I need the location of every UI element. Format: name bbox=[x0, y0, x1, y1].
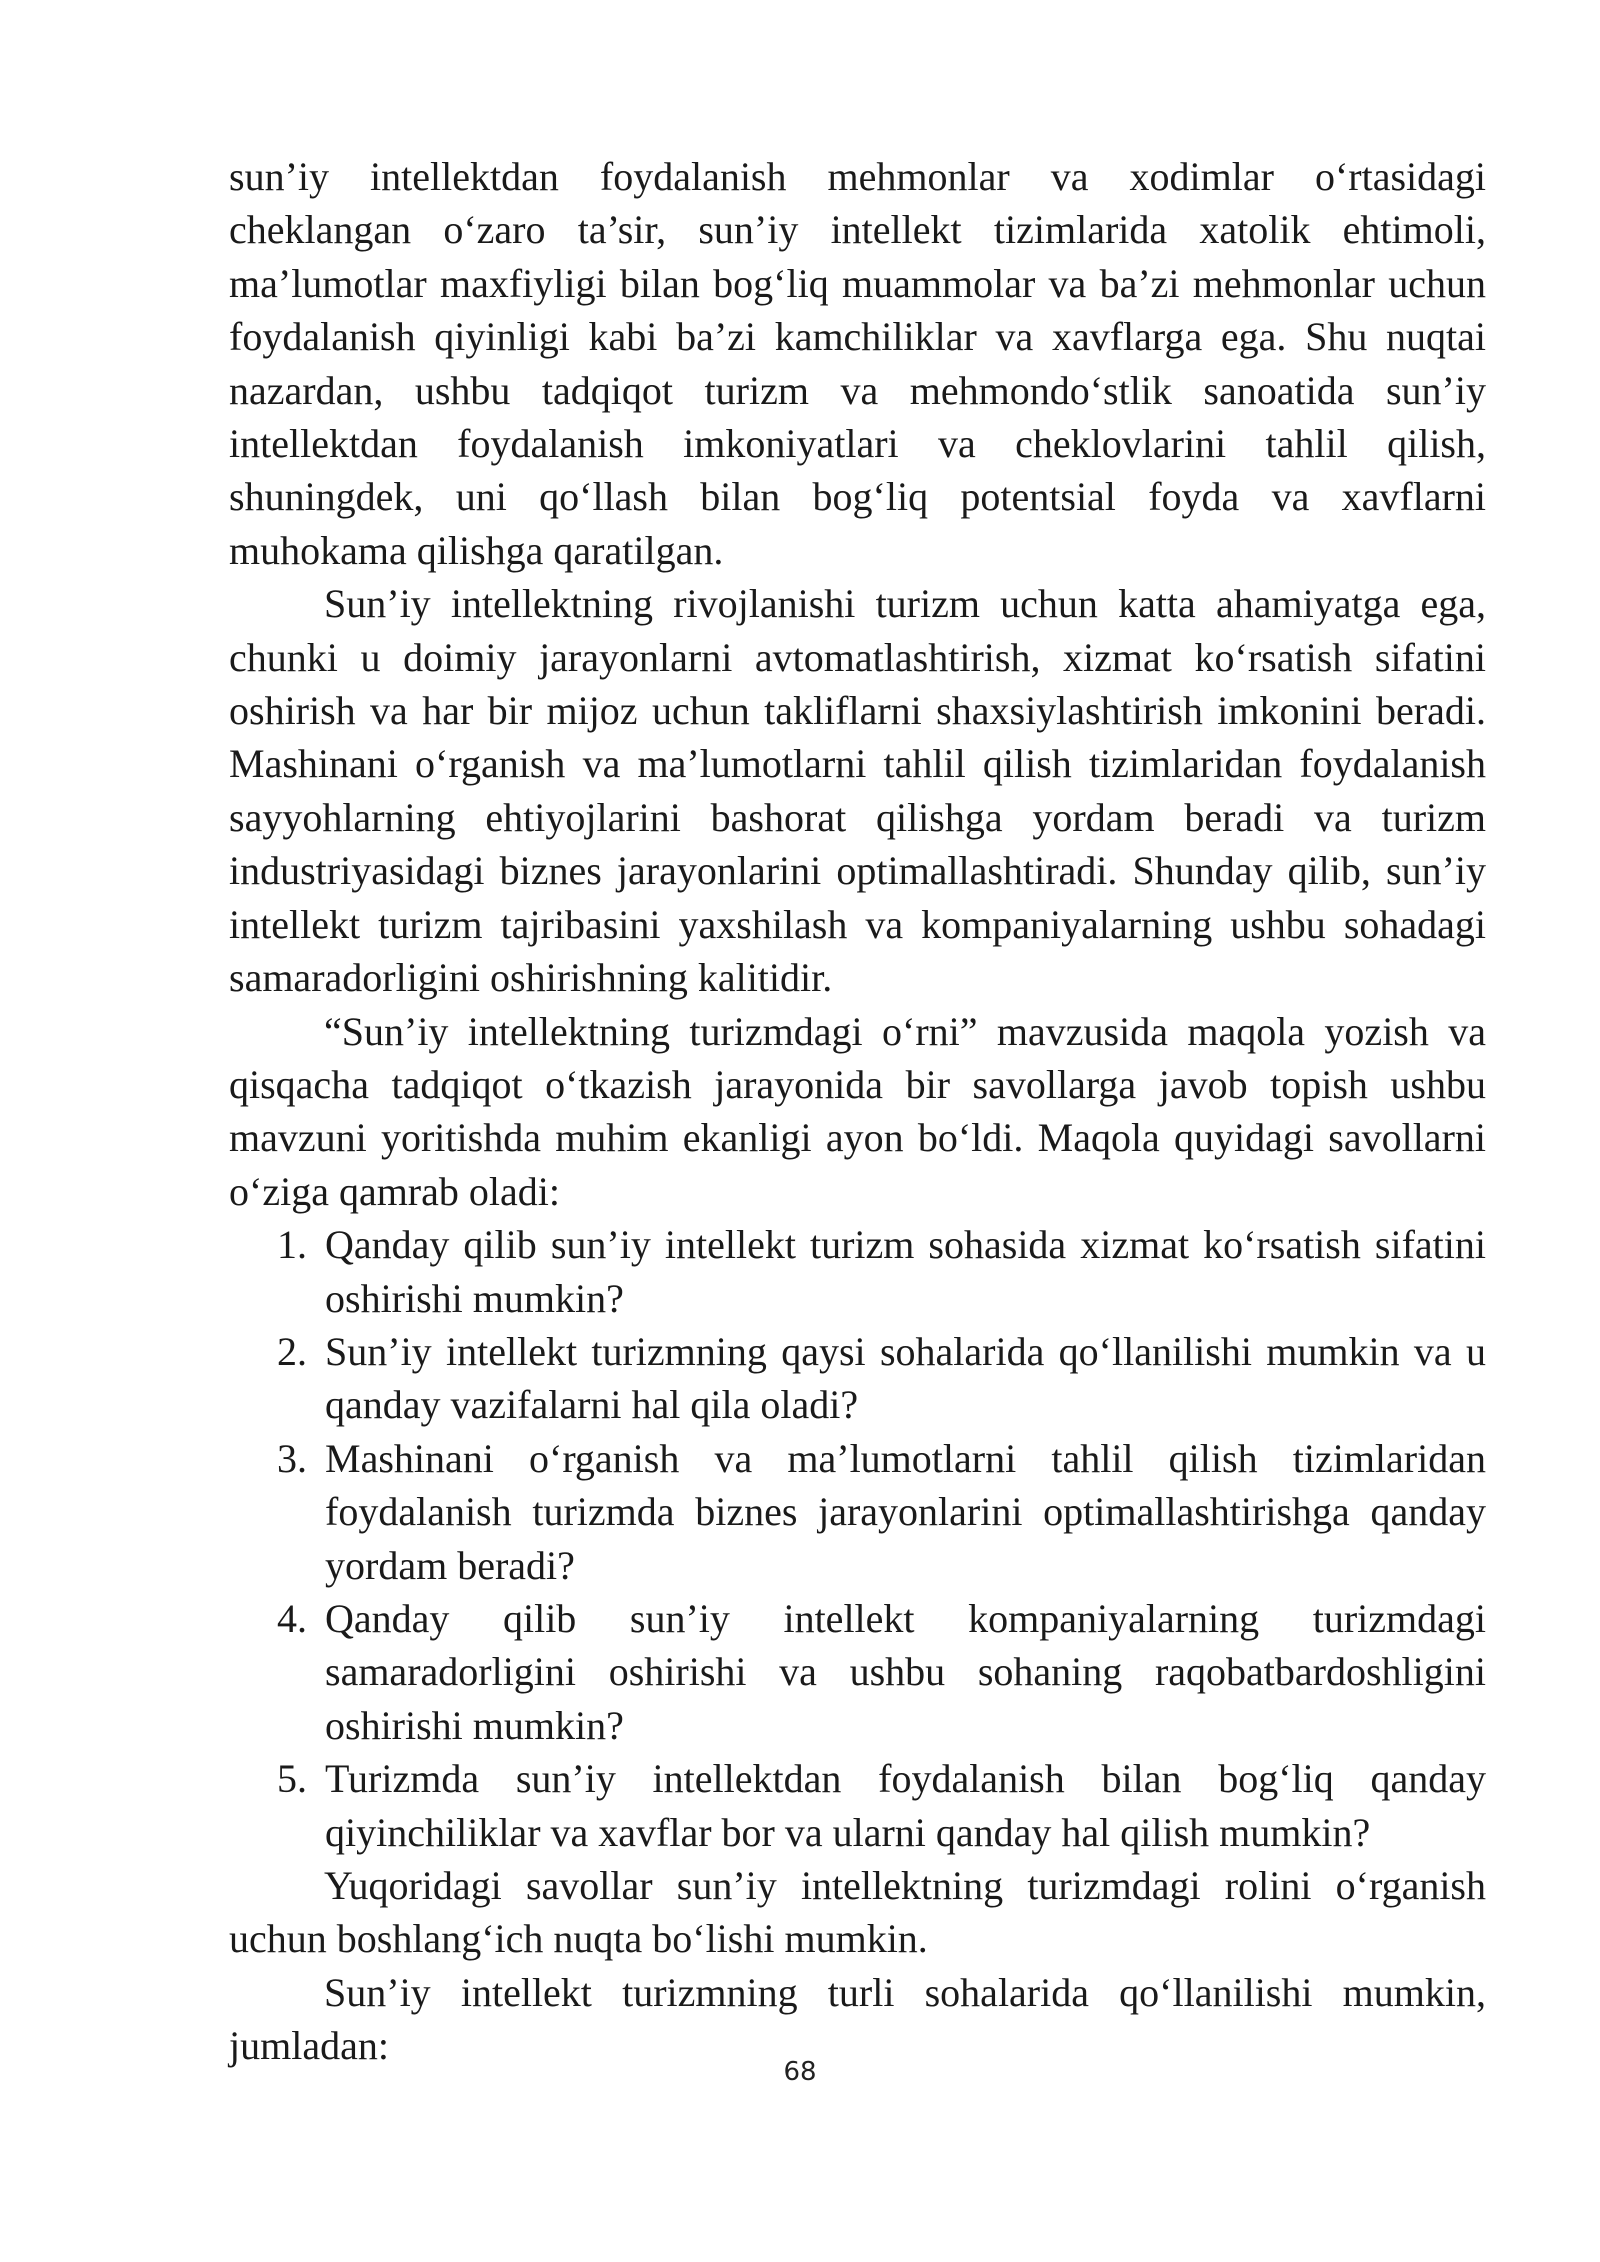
list-item-text: Mashinani o‘rganish va ma’lumotlarni tahlil qilish tizimlaridan foydalanish turizmda biznes jarayonlarini optimallashtirishga qanday yordam beradi? bbox=[325, 1435, 1486, 1588]
paragraph-application-areas-intro: Sun’iy intellekt turizmning turli sohalarida qo‘llanilishi mumkin, jumladan: bbox=[229, 1969, 1486, 2069]
list-item-text: Turizmda sun’iy intellektdan foydalanish bilan bog‘liq qanday qiyinchiliklar va xavflar bor va ularni qanday hal qilish mumkin? bbox=[325, 1756, 1486, 1855]
paragraph-continuation: sun’iy intellektdan foydalanish mehmonlar va xodimlar o‘rtasidagi cheklangan o‘zaro ta’sir, sun’iy intellekt tizimlarida xatolik ehtimoli, ma’lumotlar maxfiyligi bilan bog‘liq muammolar va ba’zi mehmonlar uchun foydalanish qiyinligi kabi ba’zi kamchiliklar va xavflarga ega. Shu nuqtai nazardan, ushbu tadqiqot turizm va mehmondo‘stlik sanoatida sun’iy intellektdan foydalanish imkoniyatlari va cheklovlarini tahlil qilish, shuningdek, uni qo‘llash bilan bog‘liq potentsial foyda va xavflarni muhokama qilishga qaratilgan. bbox=[229, 154, 1486, 573]
list-item bbox=[229, 1218, 1486, 1325]
list-item-number: 5. bbox=[277, 1756, 307, 1802]
paragraph-article-questions-intro: “Sun’iy intellektning turizmdagi o‘rni” mavzusida maqola yozish va qisqacha tadqiqot o‘tkazish jarayonida bir savollarga javob topish ushbu mavzuni yoritishda muhim ekanligi ayon bo‘ldi. Maqola quyidagi savollarni o‘ziga qamrab oladi: bbox=[229, 1008, 1486, 1214]
list-item-text: Qanday qilib sun’iy intellekt turizm sohasida xizmat ko‘rsatish sifatini oshirishi mumkin? bbox=[325, 1222, 1486, 1321]
page-number: 68 bbox=[783, 2057, 817, 2087]
list-item-number: 3. bbox=[277, 1435, 307, 1481]
list-item bbox=[229, 1592, 1486, 1752]
paragraph-ai-development: Sun’iy intellektning rivojlanishi turizm uchun katta ahamiyatga ega, chunki u doimiy jarayonlarni avtomatlashtirish, xizmat ko‘rsatish sifatini oshirish va har bir mijoz uchun takliflarni shaxsiylashtirish imkonini beradi. Mashinani o‘rganish va ma’lumotlarni tahlil qilish tizimlaridan foydalanish sayyohlarning ehtiyojlarini bashorat qilishga yordam beradi va turizm industriyasidagi biznes jarayonlarini optimallashtiradi. Shunday qilib, sun’iy intellekt turizm tajribasini yaxshilash va kompaniyalarning ushbu sohadagi samaradorligini oshirishning kalitidir. bbox=[229, 581, 1486, 1001]
page-body bbox=[229, 150, 1486, 2073]
list-item bbox=[229, 1325, 1486, 1432]
list-item bbox=[229, 1752, 1486, 1859]
list-item-number: 1. bbox=[277, 1222, 307, 1268]
list-item-text: Qanday qilib sun’iy intellekt kompaniyalarning turizmdagi samaradorligini oshirishi va ushbu sohaning raqobatbardoshligini oshirishi mumkin? bbox=[325, 1595, 1486, 1748]
list-item bbox=[229, 1432, 1486, 1592]
paragraph-questions-conclusion: Yuqoridagi savollar sun’iy intellektning turizmdagi rolini o‘rganish uchun boshlang‘ich nuqta bo‘lishi mumkin. bbox=[229, 1863, 1486, 1962]
list-item-number: 4. bbox=[277, 1595, 307, 1641]
questions-list bbox=[229, 1218, 1486, 1859]
list-item-number: 2. bbox=[277, 1328, 307, 1374]
list-item-text: Sun’iy intellekt turizmning qaysi sohalarida qo‘llanilishi mumkin va u qanday vazifalarni hal qila oladi? bbox=[325, 1328, 1486, 1428]
